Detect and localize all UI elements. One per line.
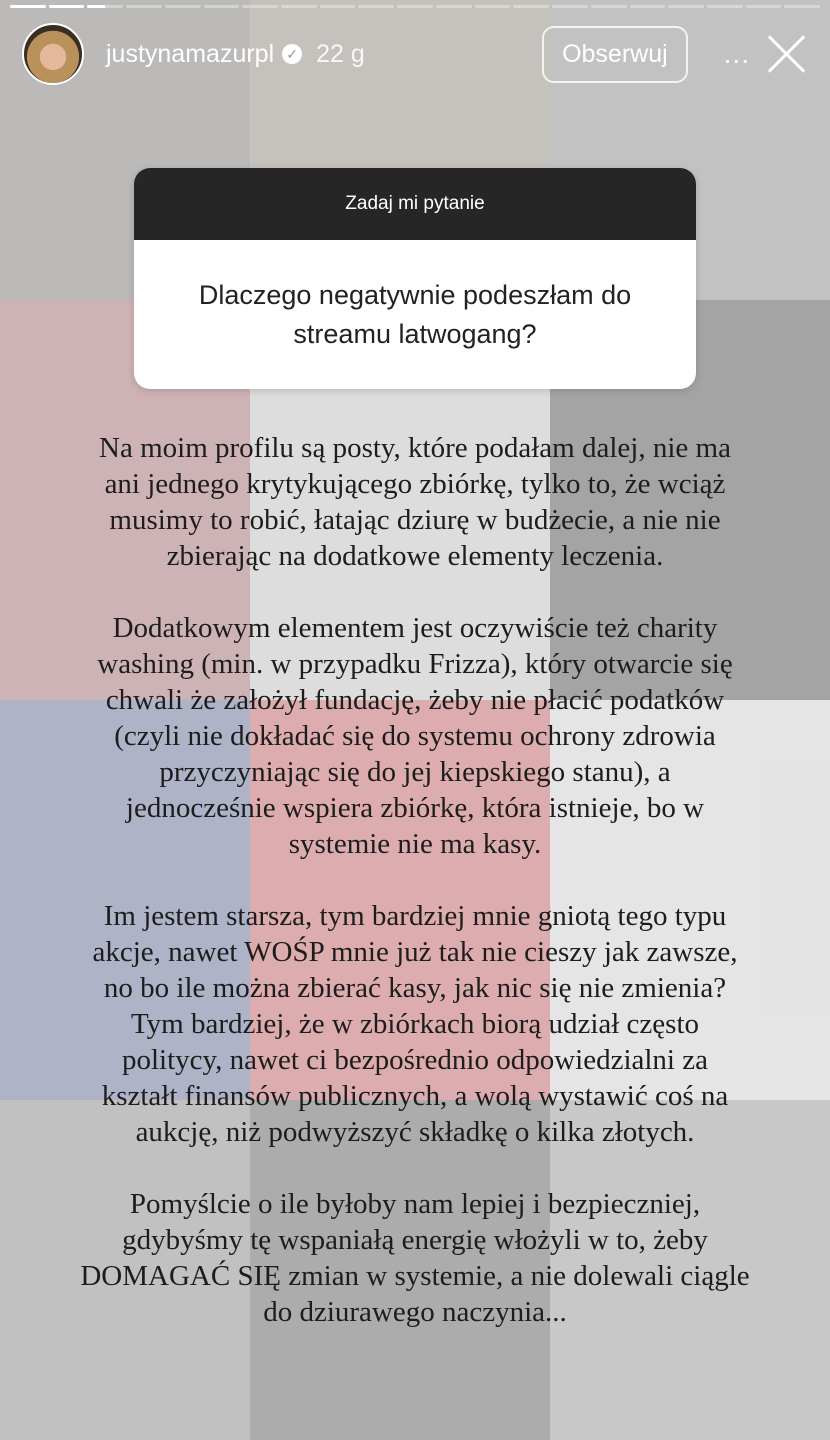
answer-line: Pomyślcie o ile byłoby nam lepiej i bezpieczniej, [129, 1188, 701, 1220]
progress-segment [358, 5, 394, 8]
answer-line: politycy, nawet ci bezpośrednio odpowiedzialni za [122, 1044, 708, 1076]
answer-line: no bo ile można zbierać kasy, jak nic się nie zmienia? [103, 972, 727, 1004]
progress-segment [242, 5, 278, 8]
progress-segment [630, 5, 666, 8]
answer-paragraph [20, 610, 810, 862]
question-title: Zadaj mi pytanie [134, 168, 696, 240]
progress-segment [204, 5, 240, 8]
progress-segment [436, 5, 472, 8]
close-icon[interactable] [764, 31, 810, 77]
progress-segment [475, 5, 511, 8]
verified-badge-icon: ✓ [282, 44, 302, 64]
answer-line: przyczyniając się do jej kiepskiego stanu), a [159, 756, 671, 788]
answer-line: aukcję, niż podwyższyć składkę o kilka złotych. [135, 1116, 695, 1148]
progress-segment [87, 5, 123, 8]
answer-line: chwali że założył fundację, żeby nie płacić podatków [105, 684, 725, 716]
answer-paragraph [20, 430, 810, 574]
progress-segment [126, 5, 162, 8]
time-ago: 22 g [316, 39, 365, 68]
answer-line: Na moim profilu są posty, które podałam dalej, nie ma [99, 432, 731, 464]
story-header [22, 22, 810, 86]
progress-segment [591, 5, 627, 8]
more-options-icon[interactable]: ... [723, 38, 750, 69]
answer-line: zbierając na dodatkowe elementy leczenia. [166, 540, 664, 572]
answer-line: musimy to robić, łatając dziurę w budżecie, a nie nie [109, 504, 721, 536]
progress-segment [552, 5, 588, 8]
question-text: Dlaczego negatywnie podeszłam do streamu latwogang? [198, 279, 632, 349]
progress-segment [707, 5, 743, 8]
progress-segment [784, 5, 820, 8]
answer-line: systemie nie ma kasy. [288, 828, 542, 860]
answer-line: (czyli nie dokładać się do systemu ochrony zdrowia [114, 720, 716, 752]
answer-line: kształt finansów publicznych, a wolą wystawić coś na [101, 1080, 729, 1112]
progress-segment [281, 5, 317, 8]
answer-line: ani jednego krytykującego zbiórkę, tylko to, że wciąż [104, 468, 726, 500]
answer-line: DOMAGAĆ SIĘ zmian w systemie, a nie dolewali ciągle [80, 1260, 750, 1292]
progress-segment [165, 5, 201, 8]
answer-paragraph [20, 898, 810, 1150]
answer-line: jednocześnie wspiera zbiórkę, która istnieje, bo w [125, 792, 705, 824]
answer-line: Tym bardziej, że w zbiórkach biorą udział często [130, 1008, 700, 1040]
story-progress-bar [10, 5, 820, 8]
answer-line: gdybyśmy tę wspaniałą energię włożyli w to, żeby [122, 1224, 708, 1256]
progress-segment [397, 5, 433, 8]
story-answer-text [20, 430, 810, 1366]
answer-line: washing (min. w przypadku Frizza), który otwarcie się [97, 648, 733, 680]
follow-button[interactable]: Obserwuj [542, 26, 688, 83]
question-sticker[interactable] [134, 168, 696, 389]
avatar[interactable] [22, 23, 84, 85]
answer-line: do dziurawego naczynia... [263, 1296, 567, 1328]
progress-segment [668, 5, 704, 8]
progress-segment [513, 5, 549, 8]
progress-segment [320, 5, 356, 8]
answer-line: akcje, nawet WOŚP mnie już tak nie cieszy jak zawsze, [92, 936, 738, 968]
answer-line: Dodatkowym elementem jest oczywiście też charity [112, 612, 718, 644]
answer-paragraph [20, 1186, 810, 1330]
username[interactable]: justynamazurpl [106, 39, 275, 68]
progress-segment [746, 5, 782, 8]
progress-segment [10, 5, 46, 8]
progress-segment [49, 5, 85, 8]
answer-line: Im jestem starsza, tym bardziej mnie gniotą tego typu [103, 900, 727, 932]
